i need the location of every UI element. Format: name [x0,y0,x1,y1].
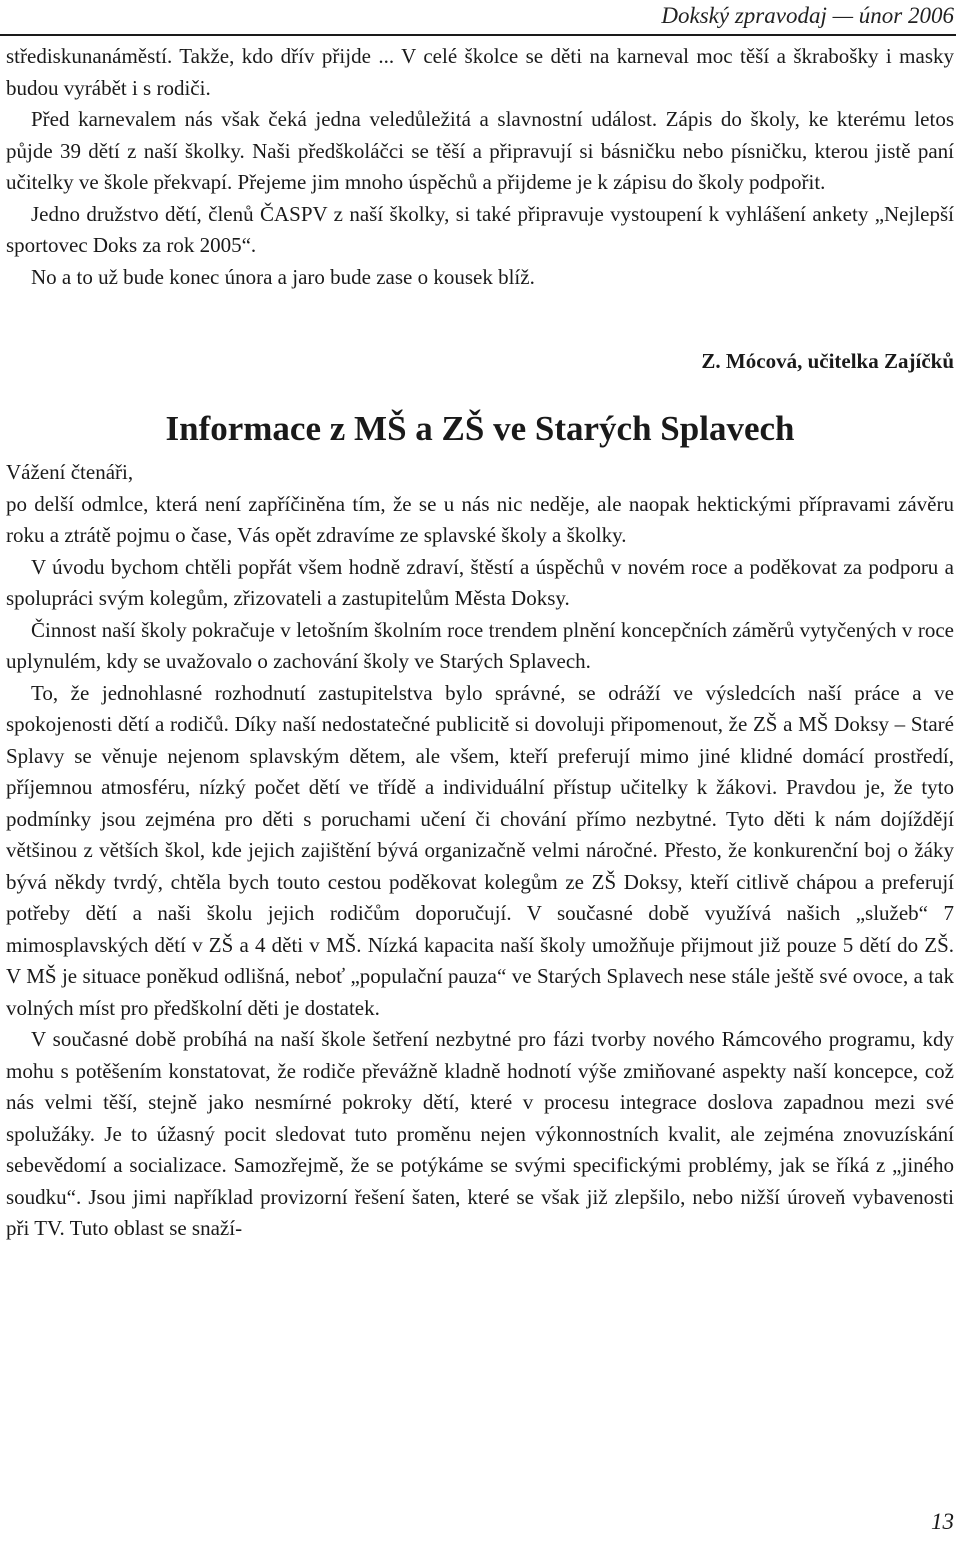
article-title: Informace z MŠ a ZŠ ve Starých Splavech [165,409,795,448]
article-paragraph: No a to už bude konec února a jaro bude zase o kousek blíž. [31,264,535,289]
page-number: 13 [931,1509,954,1534]
publication-title: Dokský zpravodaj — únor 2006 [661,3,954,28]
page-header [0,0,956,36]
article-paragraph: Činnost naší školy pokračuje v letošním školním roce trendem plnění koncepčních záměrů vytyčených v roce uplynulém, kdy se uvažovalo o zachování školy ve Starých Splavech. [6,617,954,673]
article-signature: Z. Mócová, učitelka Zajíčků [701,349,954,373]
article-paragraph: Jedno družstvo dětí, členů ČASPV z naší školky, si také připravuje vystoupení k vyhlášení ankety „Nejlepší sportovec Doks za rok 2005“. [6,201,954,257]
article-paragraph: V současné době probíhá na naší škole šetření nezbytné pro fázi tvorby nového Rámcového programu, kdy mohu s potěšením konstatovat, že rodiče převážně kladně hodnotí výše zmiňované aspekty naší koncepce, což nás velmi těší, stejně jako nesmírné pokroky dětí, které v procesu integrace doslova zapadnou mezi své spolužáky. Je to úžasný pocit sledovat tuto proměnu nejen výkonnostních kvalit, ale zejména znovuzískání sebevědomí a socializace. Samozřejmě, že se potýkáme se svými specifickými problémy, jak se říká z „jiného soudku“. Jsou jimi například provizorní řešení šaten, které se však již zlepšilo, nebo nižší úroveň vybavenosti při TV. Tuto oblast se snaží- [6,1027,954,1240]
kindergarten-article [6,41,954,293]
article-paragraph: po delší odmlce, která není zapříčiněna tím, že se u nás nic neděje, ale naopak hektickými přípravami závěru roku a ztrátě pojmu o čase, Vás opět zdravíme ze splavské školy a školky. [6,491,954,547]
article-paragraph: V úvodu bychom chtěli popřát všem hodně zdraví, štěstí a úspěchů v novém roce a poděkovat za podporu a spolupráci svým kolegům, zřizovateli a zastupitelům Města Doksy. [6,554,954,610]
salutation: Vážení čtenáři, [6,460,134,484]
article-paragraph: střediskunanáměstí. Takže, kdo dřív přijde ... V celé školce se děti na karneval moc těší a škrabošky i masky budou vyrábět i s rodiči. [6,44,954,100]
article-paragraph: To, že jednohlasné rozhodnutí zastupitelstva bylo správné, se odráží ve výsledcích naší práce a ve spokojenosti dětí a rodičů. Díky naší nedostatečné publicitě si dovoluji připomenout, že ZŠ a MŠ Doksy – Staré Splavy se věnuje nejenom splavským dětem, ale všem, kteří preferují mimo jiné klidné domácí prostředí, příjemnou atmosféru, nízký počet dětí ve třídě a individuální přístup učitelky k žákovi. Pravdou je, že tyto podmínky jsou zejména pro děti s poruchami učení či chování přímo nezbytné. Tyto děti k nám dojíždějí většinou z větších škol, kde jejich zajištění bývá organizačně velmi náročné. Přesto, že konkurenční boj o žáky bývá někdy tvrdý, chtěla bych touto cestou poděkovat kolegům ze ZŠ Doksy, kteří citlivě chápou a preferují potřeby dětí a naši školu jejich rodičům doporučují. V současné době využívá našich „služeb“ 7 mimosplavských dětí v ZŠ a 4 děti v MŠ. Nízká kapacita naší školy umožňuje přijmout již pouze 5 dětí do ZŠ. V MŠ je situace poněkud odlišná, neboť „populační pauza“ ve Starých Splavech nese stále ještě své ovoce, a tak volných míst pro předškolní děti je dostatek. [6,680,954,1020]
school-article [6,457,954,1245]
article-paragraph: Před karnevalem nás však čeká jedna veledůležitá a slavnostní událost. Zápis do školy, ke kterému letos půjde 39 dětí z naší školky. Naši předškoláčci se těší a připravují si básničku nebo písničku, kterou jistě paní učitelky ve škole překvapí. Přejeme jim mnoho úspěchů a přijdeme je k zápisu do školy podpořit. [6,107,954,194]
